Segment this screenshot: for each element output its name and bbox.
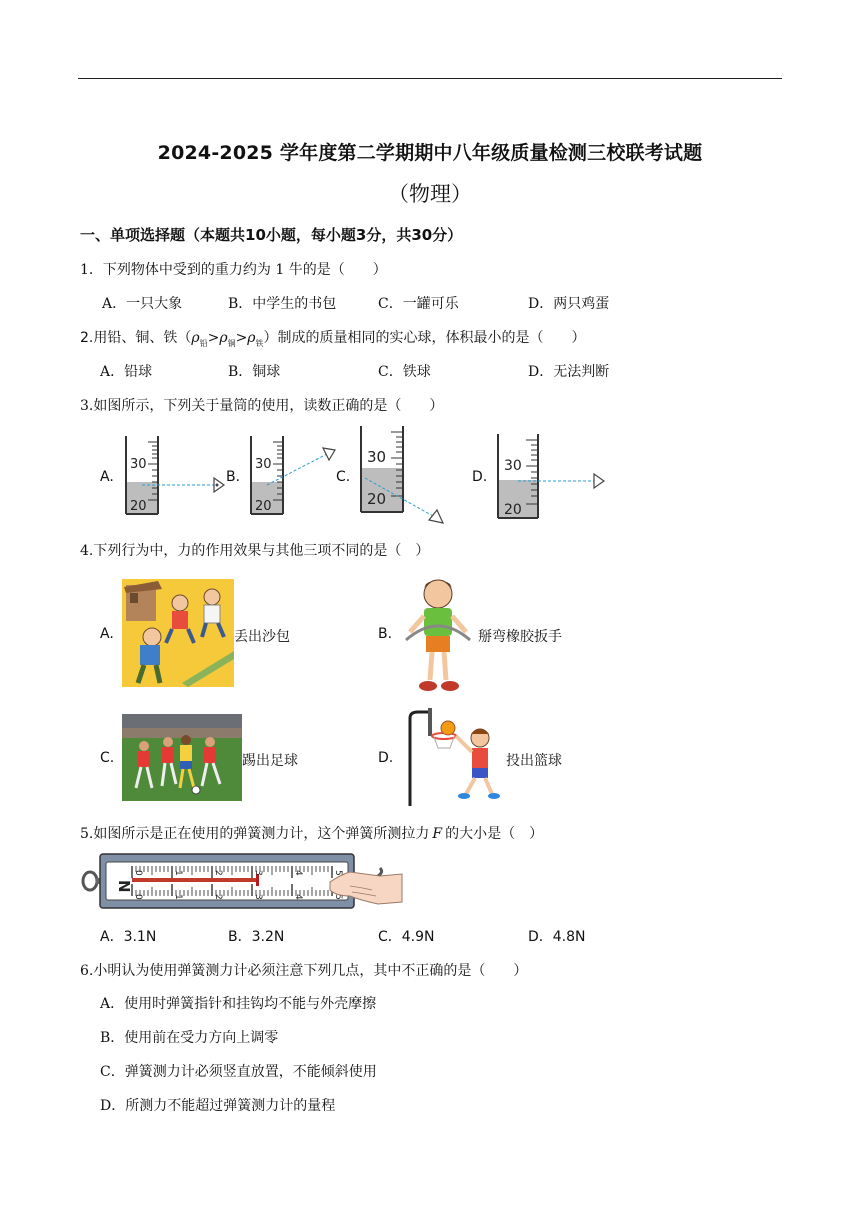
- cylinder-c-figure: [355, 424, 455, 528]
- tick-20: 20: [367, 490, 387, 508]
- q1-option-d: D．两只鸡蛋: [528, 296, 610, 312]
- bend-wrench-illustration: [400, 572, 476, 694]
- scale-number: 4: [293, 894, 303, 900]
- scale-number: 3: [253, 870, 263, 876]
- q5-stem: [80, 823, 543, 843]
- scale-number: 2: [213, 894, 223, 900]
- q6-option-a: A．使用时弹簧指针和挂钩均不能与外壳摩擦: [100, 996, 377, 1012]
- tick-30: 30: [255, 457, 272, 472]
- q3-label-c: C.: [336, 469, 351, 485]
- q1-stem: 1．下列物体中受到的重力约为 1 牛的是（ ）: [80, 262, 387, 278]
- gt-sign-2: >: [235, 330, 248, 346]
- rho-copper: $\rho_铜$: [219, 330, 236, 348]
- q2-option-a: A．铅球: [100, 364, 153, 380]
- exam-title: 2024-2025 学年度第二学期期中八年级质量检测三校联考试题: [157, 142, 703, 164]
- throw-sandbag-illustration: [122, 579, 234, 687]
- q3-label-a: A.: [100, 469, 114, 485]
- q1-option-a: A．一只大象: [102, 296, 183, 312]
- exam-subject: （物理）: [388, 182, 472, 206]
- q4-label-d: D.: [378, 750, 394, 766]
- tick-30: 30: [130, 457, 147, 472]
- tick-20: 20: [255, 499, 272, 514]
- scale-number: 5: [333, 894, 343, 900]
- section-heading: 一、单项选择题（本题共10小题，每小题3分，共30分）: [80, 226, 463, 244]
- tick-30: 30: [367, 448, 387, 466]
- q4-label-b: B.: [378, 626, 393, 642]
- q5-option-c: C．4.9N: [378, 929, 435, 945]
- q2-stem-prefix: 2.用铅、铜、铁（: [80, 330, 192, 346]
- q4-caption-c: 踢出足球: [242, 753, 298, 769]
- q4-label-c: C.: [100, 750, 115, 766]
- scale-number: 0: [133, 870, 143, 876]
- q2-stem: [80, 327, 586, 349]
- q4-stem: 4.下列行为中，力的作用效果与其他三项不同的是（ ）: [80, 543, 430, 559]
- q6-option-d: D．所测力不能超过弹簧测力计的量程: [100, 1098, 336, 1114]
- shoot-basketball-illustration: [404, 708, 504, 808]
- scale-number: 1: [173, 870, 183, 876]
- q4-caption-d: 投出篮球: [506, 753, 562, 769]
- q4-caption-b: 掰弯橡胶扳手: [478, 629, 562, 645]
- q5-option-b: B．3.2N: [228, 929, 285, 945]
- kick-football-photo: [122, 714, 242, 801]
- q6-stem: 6.小明认为使用弹簧测力计必须注意下列几点，其中不正确的是（ ）: [80, 963, 528, 979]
- rho-lead: $\rho_铅$: [191, 330, 208, 348]
- q1-option-b: B．中学生的书包: [228, 296, 337, 312]
- spring-scale-figure: [80, 850, 410, 916]
- tick-20: 20: [504, 502, 522, 518]
- q5-stem-suffix: 的大小是（ ）: [445, 826, 544, 842]
- tick-30: 30: [504, 458, 522, 474]
- rho-iron: $\rho_铁$: [247, 330, 264, 348]
- q4-label-a: A.: [100, 626, 114, 642]
- scale-number: 5: [333, 870, 343, 876]
- q2-stem-suffix: ）制成的质量相同的实心球，体积最小的是（ ）: [263, 330, 586, 346]
- unit-n-label: N: [115, 880, 133, 893]
- cylinder-b-figure: [245, 430, 345, 516]
- header-rule: [78, 78, 782, 79]
- cylinder-d-figure: [492, 430, 612, 522]
- q3-label-d: D.: [472, 469, 488, 485]
- q6-option-b: B．使用前在受力方向上调零: [100, 1030, 279, 1046]
- scale-number: 3: [253, 894, 263, 900]
- q3-label-b: B.: [226, 469, 241, 485]
- q4-caption-a: 丢出沙包: [234, 629, 290, 645]
- scale-number: 0: [133, 894, 143, 900]
- q5-option-a: A．3.1N: [100, 929, 157, 945]
- gt-sign-1: >: [207, 330, 220, 346]
- q2-option-d: D．无法判断: [528, 364, 610, 380]
- scale-number: 2: [213, 870, 223, 876]
- q1-option-c: C．一罐可乐: [378, 296, 459, 312]
- scale-number: 4: [293, 870, 303, 876]
- scale-number: 1: [173, 894, 183, 900]
- q3-stem: 3.如图所示，下列关于量筒的使用，读数正确的是（ ）: [80, 398, 444, 414]
- cylinder-a-figure: [120, 430, 232, 516]
- tick-20: 20: [130, 499, 147, 514]
- q5-option-d: D．4.8N: [528, 929, 586, 945]
- q2-option-c: C．铁球: [378, 364, 431, 380]
- force-variable: F: [432, 826, 443, 842]
- q6-option-c: C．弹簧测力计必须竖直放置，不能倾斜使用: [100, 1064, 377, 1080]
- q2-option-b: B．铜球: [228, 364, 281, 380]
- q5-stem-prefix: 5.如图所示是正在使用的弹簧测力计，这个弹簧所测拉力: [80, 826, 430, 842]
